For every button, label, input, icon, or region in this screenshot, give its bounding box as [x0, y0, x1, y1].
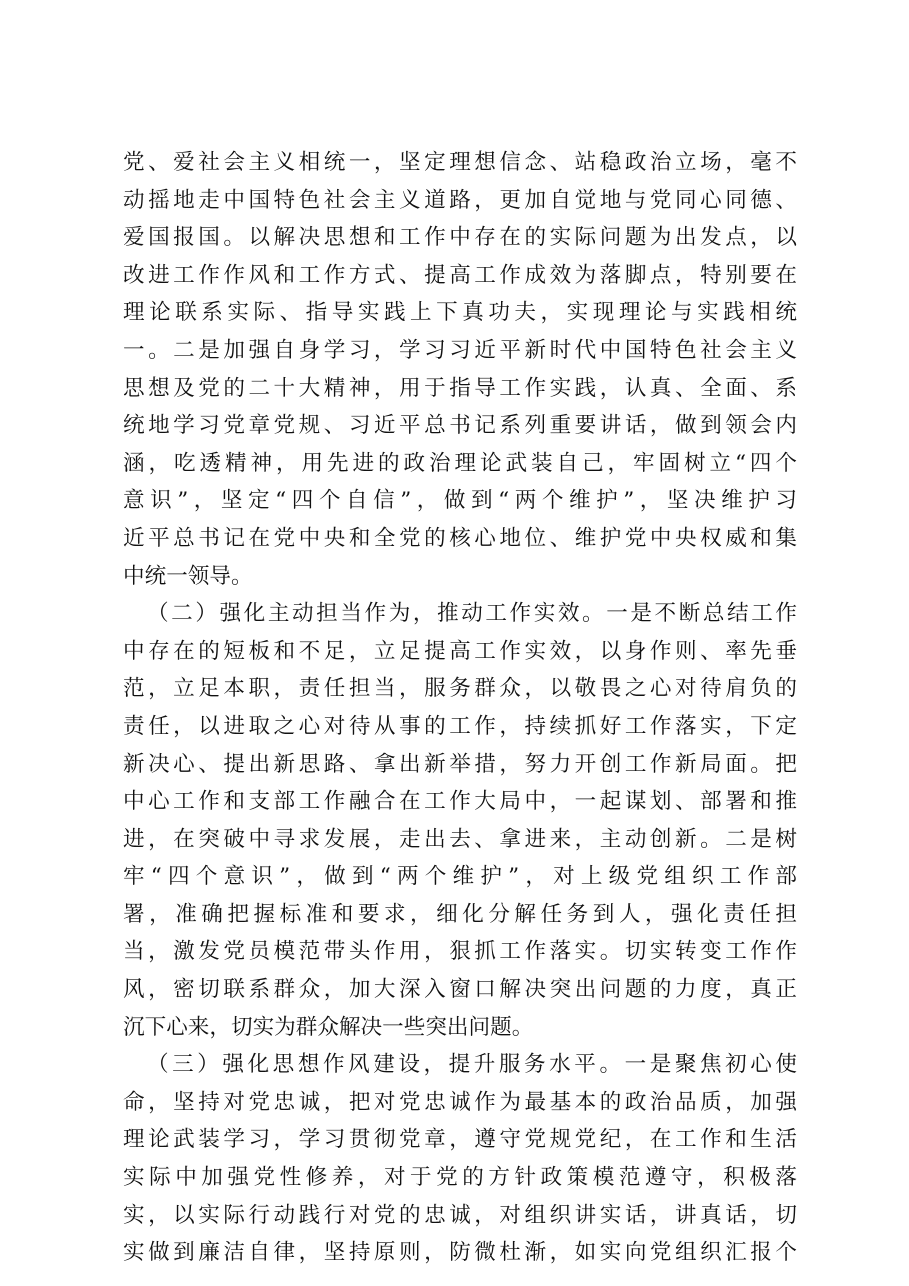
text-line: 实做到廉洁自律，坚持原则，防微杜渐，如实向党组织汇报个 — [123, 1240, 797, 1266]
text-line: 理论武装学习，学习贯彻党章，遵守党规党纪，在工作和生活 — [123, 1127, 797, 1153]
text-line: 思想及党的二十大精神，用于指导工作实践，认真、全面、系 — [123, 375, 797, 401]
document-body — [123, 144, 797, 1272]
text-line: 爱国报国。以解决思想和工作中存在的实际问题为出发点，以 — [123, 225, 797, 251]
text-line: 新决心、提出新思路、拿出新举措，努力开创工作新局面。把 — [123, 751, 797, 777]
text-line: 责任，以进取之心对待从事的工作，持续抓好工作落实，下定 — [123, 713, 797, 739]
text-line: 中统一领导。 — [123, 563, 253, 589]
text-line: 理论联系实际、指导实践上下真功夫，实现理论与实践相统 — [123, 300, 797, 326]
text-line: 统地学习党章党规、习近平总书记系列重要讲话，做到领会内 — [123, 413, 797, 439]
text-line: 党、爱社会主义相统一，坚定理想信念、站稳政治立场，毫不 — [123, 150, 797, 175]
text-line: 沉下心来，切实为群众解决一些突出问题。 — [123, 1014, 534, 1040]
text-line: 牢“四个意识”，做到“两个维护”，对上级党组织工作部 — [123, 864, 797, 890]
text-line: 改进工作作风和工作方式、提高工作成效为落脚点，特别要在 — [123, 262, 797, 288]
text-line: 命，坚持对党忠诚，把对党忠诚作为最基本的政治品质，加强 — [123, 1089, 797, 1115]
text-line: 实，以实际行动践行对党的忠诚，对组织讲实话，讲真话，切 — [123, 1202, 797, 1228]
text-line: 风，密切联系群众，加大深入窗口解决突出问题的力度，真正 — [123, 977, 797, 1003]
text-line: 中存在的短板和不足，立足提高工作实效，以身作则、率先垂 — [123, 638, 797, 664]
text-line: 当，激发党员模范带头作用，狠抓工作落实。切实转变工作作 — [123, 939, 797, 965]
text-line: 中心工作和支部工作融合在工作大局中，一起谋划、部署和推 — [123, 789, 797, 815]
text-line: 近平总书记在党中央和全党的核心地位、维护党中央权威和集 — [123, 525, 797, 551]
text-line: 动摇地走中国特色社会主义道路，更加自觉地与党同心同德、 — [123, 187, 797, 213]
text-line: 署，准确把握标准和要求，细化分解任务到人，强化责任担 — [123, 901, 797, 927]
text-line: 范，立足本职，责任担当，服务群众，以敬畏之心对待肩负的 — [123, 676, 797, 702]
text-line: 涵，吃透精神，用先进的政治理论武装自己，牢固树立“四个 — [123, 450, 797, 476]
text-line: 一。二是加强自身学习，学习习近平新时代中国特色社会主义 — [123, 337, 797, 363]
text-line: 进，在突破中寻求发展，走出去、拿进来，主动创新。二是树 — [123, 826, 797, 852]
text-line: （二）强化主动担当作为，推动工作实效。一是不断总结工作 — [147, 601, 797, 627]
text-line: 意识”，坚定“四个自信”，做到“两个维护”，坚决维护习 — [123, 488, 797, 514]
text-line: （三）强化思想作风建设，提升服务水平。一是聚焦初心使 — [147, 1052, 797, 1078]
text-line: 实际中加强党性修养，对于党的方针政策模范遵守，积极落 — [123, 1165, 797, 1191]
